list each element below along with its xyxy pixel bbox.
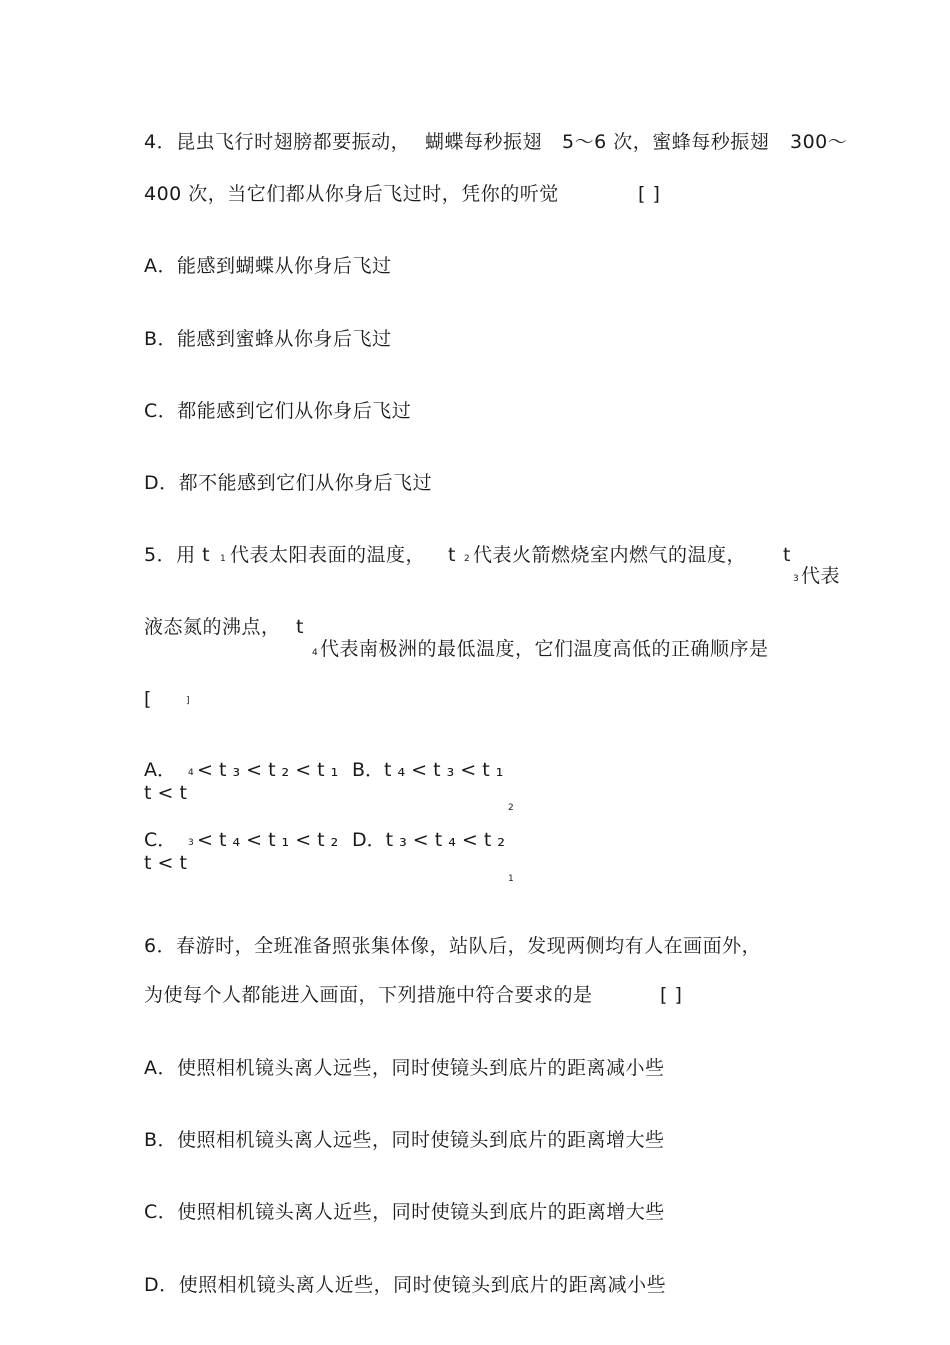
q5-option-a-text: < t ₃ < t ₂ < t ₁ xyxy=(197,759,339,781)
q5-option-cd-line2: t < t xyxy=(144,852,187,874)
q5-option-c-subscript: 3 xyxy=(188,838,194,848)
q5-stem-part2: 代表太阳表面的温度， xyxy=(230,544,426,566)
q5-stem-part4: 代表 xyxy=(801,565,841,587)
q5-stem-t2: t xyxy=(448,544,456,566)
q5-option-a-label: A． xyxy=(144,759,176,781)
q6-stem-line2: 为使每个人都能进入画面，下列措施中符合要求的是 xyxy=(144,984,593,1006)
q5-option-b-text: B．t ₄ < t ₃ < t ₁ xyxy=(352,759,504,781)
q5-stem-part3: 代表火箭燃烧室内燃气的温度， xyxy=(473,544,747,566)
q5-stem-t4: t xyxy=(296,616,304,638)
q5-bracket-close: ] xyxy=(186,696,190,706)
q6-option-d: D．使照相机镜头离人近些，同时使镜头到底片的距离减小些 xyxy=(144,1274,667,1296)
q4-stem-part2: 蝴蝶每秒振翅 xyxy=(425,131,543,153)
q5-stem-line2-part1: 液态氮的沸点， xyxy=(144,616,281,638)
q5-subscript-1: 1 xyxy=(220,554,226,564)
q4-option-b: B．能感到蜜蜂从你身后飞过 xyxy=(144,328,392,350)
q4-option-d: D．都不能感到它们从你身后飞过 xyxy=(144,472,433,494)
q5-option-a-subscript: 4 xyxy=(188,768,194,778)
q5-stem-line2-part2: 代表南极洲的最低温度，它们温度高低的正确顺序是 xyxy=(320,638,769,660)
q5-stem-t3: t xyxy=(783,544,791,566)
q4-stem-line2: 400 次，当它们都从你身后飞过时，凭你的听觉 xyxy=(144,183,559,205)
q6-stem-line1: 6．春游时，全班准备照张集体像，站队后，发现两侧均有人在画面外， xyxy=(144,935,762,957)
q4-option-c: C．都能感到它们从你身后飞过 xyxy=(144,400,412,422)
q5-option-c-text: < t ₄ < t ₁ < t ₂ xyxy=(197,829,339,851)
q6-option-a: A．使照相机镜头离人远些，同时使镜头到底片的距离减小些 xyxy=(144,1057,665,1079)
q5-subscript-4: 4 xyxy=(312,648,318,658)
q5-stem-part1: 5．用 t xyxy=(144,544,211,566)
q4-stem-part4: 300～ xyxy=(790,131,848,153)
q4-answer-bracket: [ ] xyxy=(638,183,661,205)
q5-option-d-text: D．t ₃ < t ₄ < t ₂ xyxy=(352,829,505,851)
q5-bracket-open: [ xyxy=(144,688,152,710)
q5-subscript-2: 2 xyxy=(464,554,470,564)
q5-option-cd-subscript: 1 xyxy=(508,874,514,884)
q4-stem-part1: 4．昆虫飞行时翅膀都要振动， xyxy=(144,131,411,153)
q5-option-ab-line2: t < t xyxy=(144,782,187,804)
q4-option-a: A．能感到蝴蝶从你身后飞过 xyxy=(144,255,392,277)
q4-stem-part3: 5～6 次，蜜蜂每秒振翅 xyxy=(562,131,770,153)
q6-answer-bracket: [ ] xyxy=(660,984,683,1006)
q6-option-b: B．使照相机镜头离人远些，同时使镜头到底片的距离增大些 xyxy=(144,1129,665,1151)
q6-option-c: C．使照相机镜头离人近些，同时使镜头到底片的距离增大些 xyxy=(144,1201,665,1223)
q5-subscript-3: 3 xyxy=(793,574,799,584)
q5-option-c-label: C． xyxy=(144,829,177,851)
q5-option-ab-subscript: 2 xyxy=(508,803,514,813)
